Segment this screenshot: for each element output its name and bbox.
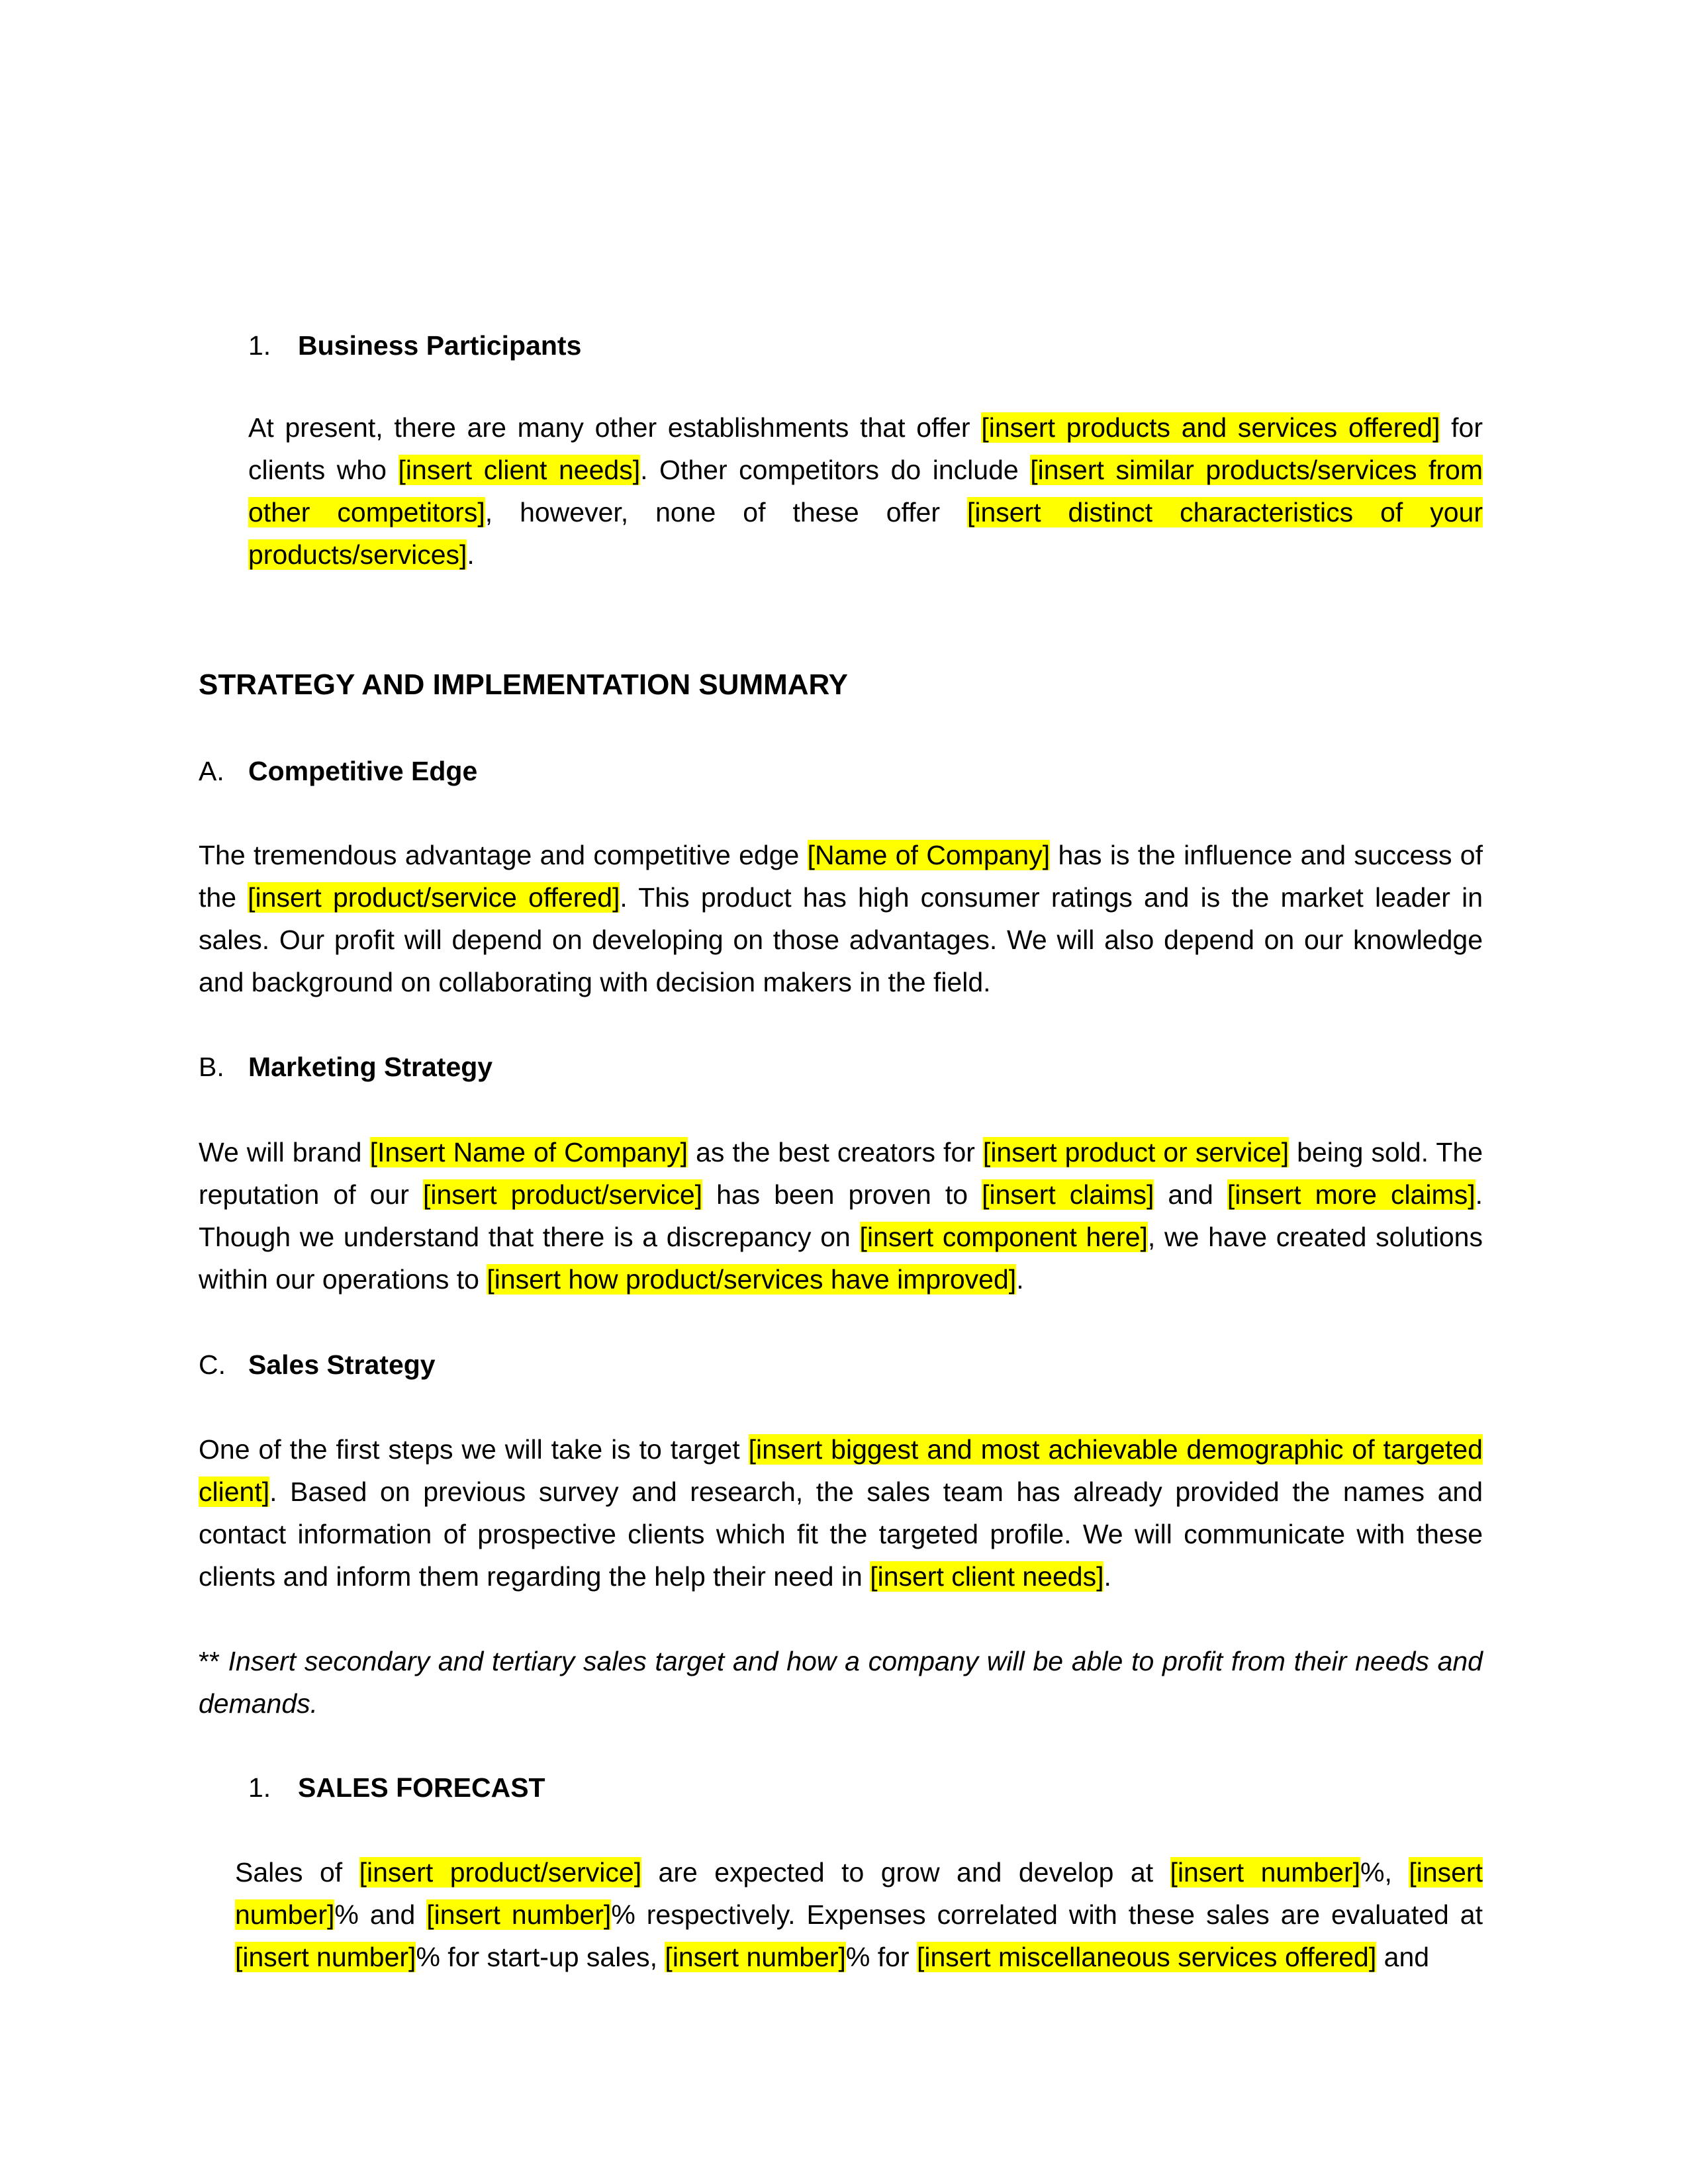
- text-run: At present, there are many other establishments that offer: [248, 412, 982, 443]
- placeholder-field: [insert products and services offered]: [981, 412, 1440, 443]
- placeholder-field: [insert similar products/services from other competitors]: [248, 455, 1483, 527]
- placeholder-field: [insert number]: [235, 1857, 1483, 1930]
- text-run: % for: [845, 1942, 917, 1972]
- text-run: .: [467, 539, 475, 570]
- placeholder-field: [insert client needs]: [870, 1561, 1104, 1592]
- placeholder-field: [insert product/service offered]: [248, 882, 620, 913]
- section-title: Marketing Strategy: [248, 1052, 493, 1082]
- section-a-body: [199, 834, 1483, 1003]
- note-prefix: **: [199, 1646, 228, 1676]
- placeholder-field: [insert number]: [1170, 1857, 1361, 1888]
- placeholder-field: [insert product/service]: [422, 1179, 703, 1210]
- section-title: Business Participants: [298, 330, 582, 361]
- text-run: . Other competitors do include: [640, 455, 1031, 485]
- paragraph: [199, 1131, 1483, 1300]
- placeholder-field: [Insert Name of Company]: [369, 1137, 688, 1167]
- placeholder-field: [insert number]: [665, 1942, 846, 1972]
- text-run: has been proven to: [702, 1179, 982, 1210]
- placeholder-field: [insert number]: [426, 1899, 612, 1930]
- text-run: and: [1154, 1179, 1227, 1210]
- strategy-title-block: [199, 664, 1483, 706]
- text-run: for clients who: [248, 412, 1483, 485]
- placeholder-field: [insert miscellaneous services offered]: [916, 1942, 1377, 1972]
- placeholder-field: [Name of Company]: [807, 840, 1051, 870]
- text-run: . Based on previous survey and research, the sales team has already provided the names and contact information of prospective clients which fit the targeted profile. We will communicate with these clients and inform them regarding the help their need in: [199, 1477, 1483, 1592]
- text-run: as the best creators for: [688, 1137, 983, 1167]
- section-letter: B.: [199, 1052, 224, 1082]
- forecast-heading: [248, 1766, 1483, 1809]
- text-run: .: [1016, 1264, 1024, 1295]
- section-c-note: [199, 1640, 1483, 1725]
- section-c-body: [199, 1428, 1483, 1598]
- text-run: %,: [1360, 1857, 1409, 1888]
- text-run: , however, none of these offer: [485, 497, 967, 527]
- placeholder-field: [insert how product/services have improved]: [487, 1264, 1017, 1295]
- text-run: .: [1103, 1561, 1111, 1592]
- placeholder-field: [insert claims]: [982, 1179, 1154, 1210]
- text-run: being sold. The reputation of our: [199, 1137, 1483, 1210]
- placeholder-field: [insert product/service]: [359, 1857, 642, 1888]
- placeholder-field: [insert more claims]: [1227, 1179, 1476, 1210]
- text-run: % for start-up sales,: [416, 1942, 665, 1972]
- section-business-participants-body: [248, 406, 1483, 576]
- section-c-heading: [199, 1343, 1483, 1386]
- paragraph: [199, 1428, 1483, 1598]
- section-b-body: [199, 1131, 1483, 1300]
- note-text: Insert secondary and tertiary sales target and how a company will be able to profit from their needs and demands.: [199, 1646, 1483, 1719]
- paragraph: [199, 834, 1483, 1003]
- text-run: has is the influence and success of the: [199, 840, 1483, 913]
- text-run: One of the first steps we will take is to target: [199, 1434, 749, 1465]
- text-run: The tremendous advantage and competitive edge: [199, 840, 808, 870]
- placeholder-field: [insert biggest and most achievable demographic of targeted client]: [199, 1434, 1483, 1507]
- section-title: SALES FORECAST: [298, 1772, 545, 1803]
- section-business-participants-heading: [248, 324, 1483, 367]
- text-run: % respectively. Expenses correlated with these sales are evaluated at: [611, 1899, 1483, 1930]
- text-run: . This product has high consumer ratings and is the market leader in sales. Our profit will depend on developing on those advantages. We will also depend on our knowledge and background on collaborating with decision makers in the field.: [199, 882, 1483, 997]
- section-title: Sales Strategy: [248, 1349, 436, 1380]
- paragraph: [235, 1851, 1483, 1978]
- text-run: . Though we understand that there is a discrepancy on: [199, 1179, 1483, 1252]
- text-run: % and: [334, 1899, 427, 1930]
- section-letter: A.: [199, 756, 224, 786]
- text-run: Sales of: [235, 1857, 359, 1888]
- text-run: are expected to grow and develop at: [641, 1857, 1170, 1888]
- section-number: 1.: [248, 1772, 271, 1803]
- placeholder-field: [insert component here]: [859, 1222, 1148, 1252]
- forecast-body: [235, 1851, 1483, 1978]
- section-title: Competitive Edge: [248, 756, 478, 786]
- placeholder-field: [insert number]: [235, 1942, 416, 1972]
- strategy-title: STRATEGY AND IMPLEMENTATION SUMMARY: [199, 668, 849, 701]
- text-run: We will brand: [199, 1137, 370, 1167]
- text-run: and: [1376, 1942, 1430, 1972]
- placeholder-field: [insert product or service]: [982, 1137, 1289, 1167]
- text-run: , we have created solutions within our operations to: [199, 1222, 1483, 1295]
- paragraph: [248, 406, 1483, 576]
- placeholder-field: [insert client needs]: [398, 455, 641, 485]
- section-letter: C.: [199, 1349, 226, 1380]
- placeholder-field: [insert distinct characteristics of your products/services]: [248, 497, 1483, 570]
- section-b-heading: [199, 1046, 1483, 1088]
- section-a-heading: [199, 750, 1483, 792]
- section-number: 1.: [248, 330, 271, 361]
